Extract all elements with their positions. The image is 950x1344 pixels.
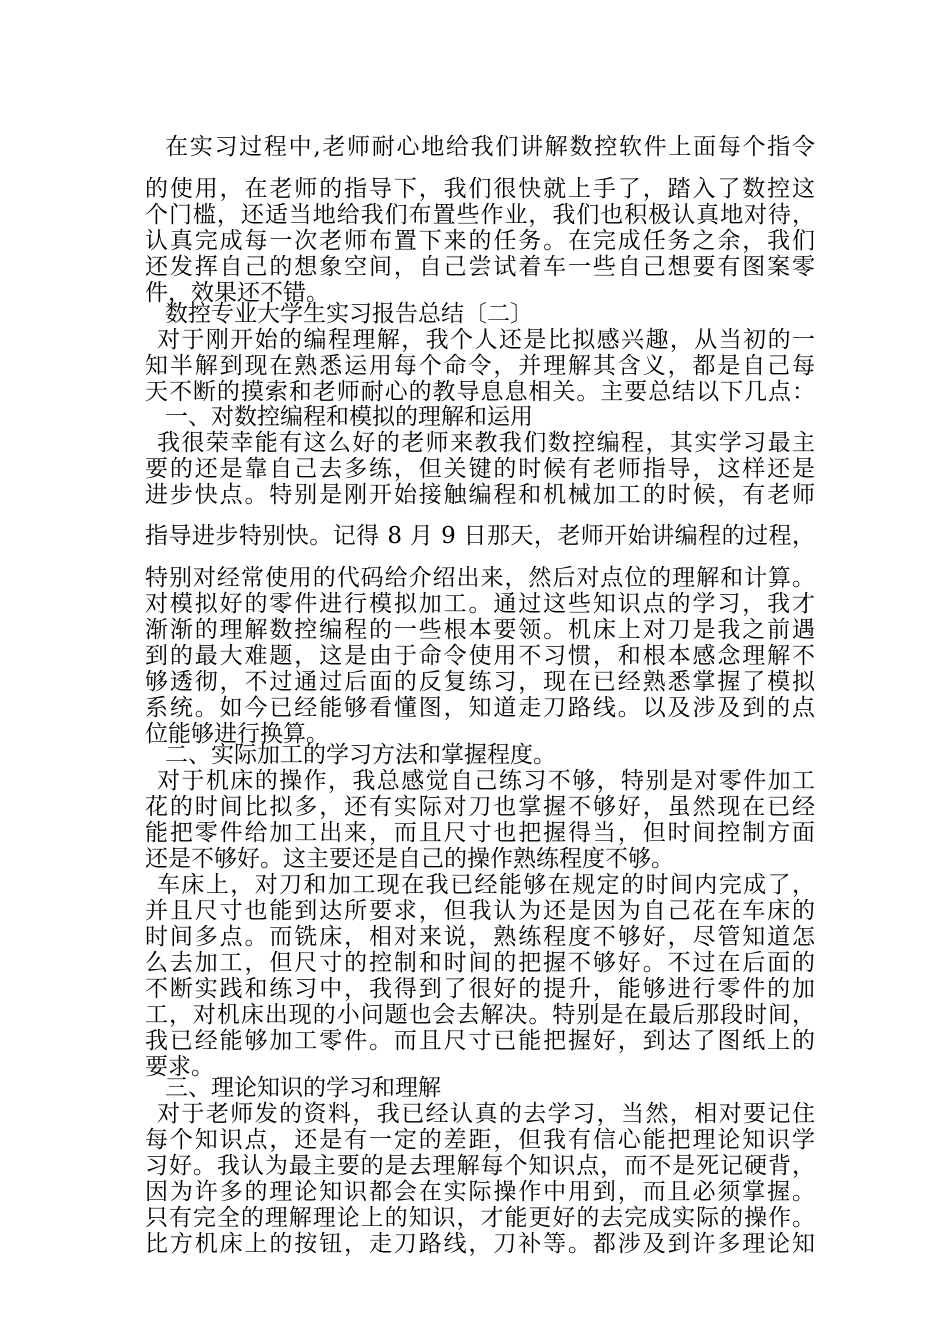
paragraph-line: 时间多点。而铣床，相对来说，熟练程度不够好，尽管知道怎 bbox=[145, 924, 815, 950]
paragraph-line: 知半解到现在熟悉运用每个命令，并理解其含义，都是自己每 bbox=[145, 353, 815, 379]
section-heading: 二、实际加工的学习方法和掌握程度。 bbox=[165, 742, 556, 768]
paragraph-line: 渐渐的理解数控编程的一些根本要领。机床上对刀是我之前遇 bbox=[145, 617, 815, 643]
paragraph-line: 每个知识点，还是有一定的差距，但我有信心能把理论知识学 bbox=[145, 1127, 815, 1153]
paragraph-line: 习好。我认为最主要的是去理解每个知识点，而不是死记硬背， bbox=[145, 1153, 815, 1179]
paragraph-line: 个门槛，还适当地给我们布置些作业，我们也积极认真地对待， bbox=[145, 202, 815, 228]
paragraph-line: 天不断的摸索和老师耐心的教导息息相关。主要总结以下几点： bbox=[145, 379, 815, 405]
paragraph-line: 特别对经常使用的代码给介绍出来，然后对点位的理解和计算。 bbox=[145, 565, 815, 591]
paragraph-line: 工，对机床出现的小问题也会去解决。特别是在最后那段时间， bbox=[145, 1002, 815, 1028]
paragraph-line: 对于刚开始的编程理解，我个人还是比拟感兴趣，从当初的一 bbox=[157, 327, 815, 353]
paragraph-line: 因为许多的理论知识都会在实际操作中用到，而且必须掌握。 bbox=[145, 1179, 815, 1205]
paragraph-line: 系统。如今已经能够看懂图，知道走刀路线。以及涉及到的点 bbox=[145, 695, 815, 721]
paragraph-line: 在实习过程中,老师耐心地给我们讲解数控软件上面每个指令 bbox=[165, 134, 815, 160]
paragraph-line: 车床上，对刀和加工现在我已经能够在规定的时间内完成了， bbox=[157, 872, 815, 898]
paragraph-line: 还是不够好。这主要还是自己的操作熟练程度不够。 bbox=[145, 846, 674, 872]
paragraph-line: 位能够进行换算。 bbox=[145, 721, 329, 747]
paragraph-line: 件，效果还不错。 bbox=[145, 280, 329, 306]
paragraph-line: 对于老师发的资料，我已经认真的去学习，当然，相对要记住 bbox=[157, 1101, 815, 1127]
section-heading: 一、对数控编程和模拟的理解和运用 bbox=[165, 404, 533, 430]
paragraph-line: 要求。 bbox=[145, 1054, 214, 1080]
paragraph-line: 比方机床上的按钮，走刀路线，刀补等。都涉及到许多理论知 bbox=[145, 1231, 815, 1257]
paragraph-line: 的使用，在老师的指导下，我们很快就上手了，踏入了数控这 bbox=[145, 176, 815, 202]
paragraph-line: 花的时间比拟多，还有实际对刀也掌握不够好，虽然现在已经 bbox=[145, 794, 815, 820]
paragraph-line: 到的最大难题，这是由于命令使用不习惯，和根本感念理解不 bbox=[145, 643, 815, 669]
paragraph-line: 不断实践和练习中，我得到了很好的提升，能够进行零件的加 bbox=[145, 976, 815, 1002]
paragraph-line: 么去加工，但尺寸的控制和时间的把握不够好。不过在后面的 bbox=[145, 950, 815, 976]
paragraph-line: 够透彻，不过通过后面的反复练习，现在已经熟悉掌握了模拟 bbox=[145, 669, 815, 695]
section-title: 数控专业大学生实习报告总结〔二〕 bbox=[165, 301, 533, 327]
paragraph-line: 认真完成每一次老师布置下来的任务。在完成任务之余，我们 bbox=[145, 228, 815, 254]
paragraph-line: 能把零件给加工出来，而且尺寸也把握得当，但时间控制方面 bbox=[145, 820, 815, 846]
paragraph-line: 我已经能够加工零件。而且尺寸已能把握好，到达了图纸上的 bbox=[145, 1028, 815, 1054]
paragraph-line: 对于机床的操作，我总感觉自己练习不够，特别是对零件加工 bbox=[157, 768, 815, 794]
paragraph-line: 还发挥自己的想象空间，自己尝试着车一些自己想要有图案零 bbox=[145, 254, 815, 280]
paragraph-line: 对模拟好的零件进行模拟加工。通过这些知识点的学习，我才 bbox=[145, 591, 815, 617]
paragraph-line: 要的还是靠自己去多练，但关键的时候有老师指导，这样还是 bbox=[145, 456, 815, 482]
paragraph-line: 指导进步特别快。记得 8 月 9 日那天，老师开始讲编程的过程， bbox=[145, 523, 815, 549]
paragraph-line: 并且尺寸也能到达所要求，但我认为还是因为自己花在车床的 bbox=[145, 898, 815, 924]
section-heading: 三、理论知识的学习和理解 bbox=[165, 1075, 441, 1101]
paragraph-line: 进步快点。特别是刚开始接触编程和机械加工的时候，有老师 bbox=[145, 482, 815, 508]
paragraph-line: 我很荣幸能有这么好的老师来教我们数控编程，其实学习最主 bbox=[157, 430, 815, 456]
paragraph-line: 只有完全的理解理论上的知识，才能更好的去完成实际的操作。 bbox=[145, 1205, 815, 1231]
